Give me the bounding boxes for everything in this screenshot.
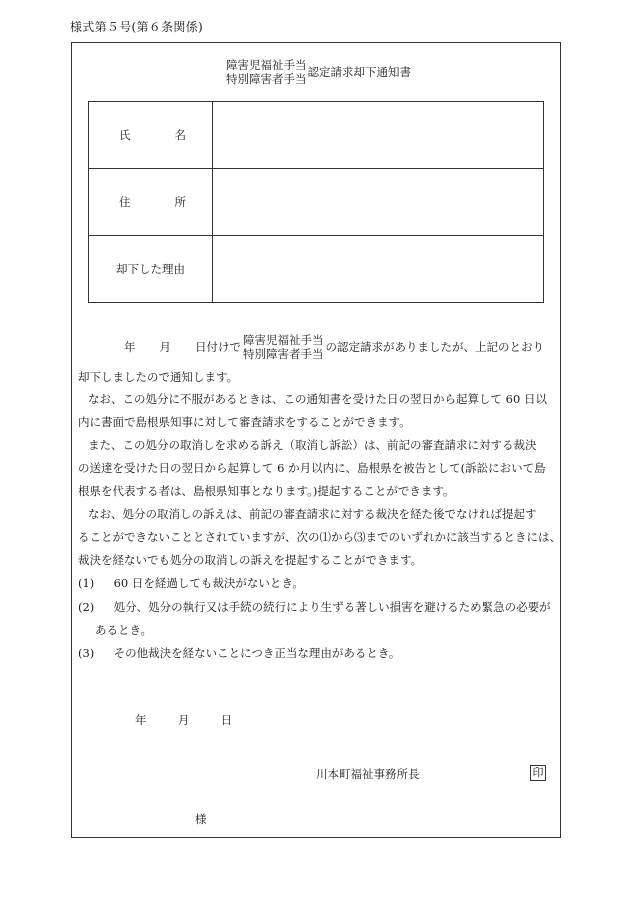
footer-year: 年 <box>135 713 147 727</box>
body-allowance-2: 特別障害者手当 <box>243 347 324 361</box>
appeal-para-line-2: 内に書面で島根県知事に対して審査請求をすることができます。 <box>78 415 411 429</box>
lawsuit-para-line-1: また、この処分の取消しを求める訴え（取消し訴訟）は、前記の審査請求に対する裁決 <box>88 438 537 452</box>
date-year: 年 <box>124 340 136 354</box>
form-number: 様式第５号(第６条関係) <box>70 20 203 34</box>
body-allowance-1: 障害児福祉手当 <box>243 333 324 347</box>
list-item-1 <box>78 575 304 591</box>
label-address <box>89 169 213 236</box>
name-value-cell[interactable] <box>213 102 544 169</box>
info-table <box>88 101 544 303</box>
label-address-a: 住 <box>119 195 131 209</box>
notice-line-2: 却下しましたので通知します。 <box>78 370 239 384</box>
label-name-a: 氏 <box>119 128 131 142</box>
reason-value-cell[interactable] <box>213 236 544 303</box>
list-item-3 <box>78 645 400 661</box>
table-row-address <box>89 169 544 236</box>
exception-para-line-3: 裁決を経ないでも処分の取消しの訴えを提起することができます。 <box>78 553 423 567</box>
item2-text-l1: 処分、処分の執行又は手続の続行により生ずる著しい損害を避けるため緊急の必要が <box>113 600 551 614</box>
exception-para-line-2: ることができないこととされていますが、次の⑴から⑶までのいずれかに該当するときには、 <box>78 530 561 544</box>
line1-rest: の認定請求がありましたが、上記のとおり <box>325 340 544 354</box>
seal-mark: 印 <box>530 765 546 781</box>
issue-date <box>135 712 232 728</box>
document-title <box>226 58 411 86</box>
list-item-2-cont: あるとき。 <box>95 623 153 637</box>
footer-day: 日 <box>220 713 233 727</box>
item3-text: その他裁決を経ないことにつき正当な理由があるとき。 <box>113 646 401 660</box>
label-address-b: 所 <box>174 195 186 209</box>
title-allowance-1: 障害児福祉手当 <box>226 58 307 72</box>
address-value-cell[interactable] <box>213 169 544 236</box>
date-month: 月 <box>159 340 171 354</box>
item1-text: 60 日を経過しても裁決がないとき。 <box>113 576 304 590</box>
addressee-suffix: 様 <box>195 812 207 826</box>
label-name-b: 名 <box>174 128 186 142</box>
title-allowance-stack <box>226 58 307 86</box>
table-row-name <box>89 102 544 169</box>
title-tail: 認定請求却下通知書 <box>307 65 411 79</box>
exception-para-line-1: なお、処分の取消しの訴えは、前記の審査請求に対する裁決を経た後でなければ提起す <box>88 507 537 521</box>
item2-num: (2) <box>78 600 95 614</box>
lawsuit-para-line-3: 根県を代表する者は、島根県知事となります。)提起することができます。 <box>78 484 455 498</box>
notice-line-1 <box>124 333 544 361</box>
body-allowance-stack <box>243 333 324 361</box>
list-item-2 <box>78 599 551 615</box>
item3-num: (3) <box>78 646 95 660</box>
issuer-name: 川本町福祉事務所長 <box>316 767 420 781</box>
item1-num: (1) <box>78 576 95 590</box>
label-name <box>89 102 213 169</box>
appeal-para-line-1: なお、この処分に不服があるときは、この通知書を受けた日の翌日から起算して 60 日以 <box>88 392 547 406</box>
date-day-tsuke: 日付けで <box>195 340 241 354</box>
table-row-reason <box>89 236 544 303</box>
lawsuit-para-line-2: の送達を受けた日の翌日から起算して 6 か月以内に、島根県を被告として(訴訟において島 <box>78 461 546 475</box>
title-allowance-2: 特別障害者手当 <box>226 72 307 86</box>
label-reason: 却下した理由 <box>89 236 213 303</box>
footer-month: 月 <box>177 713 190 727</box>
